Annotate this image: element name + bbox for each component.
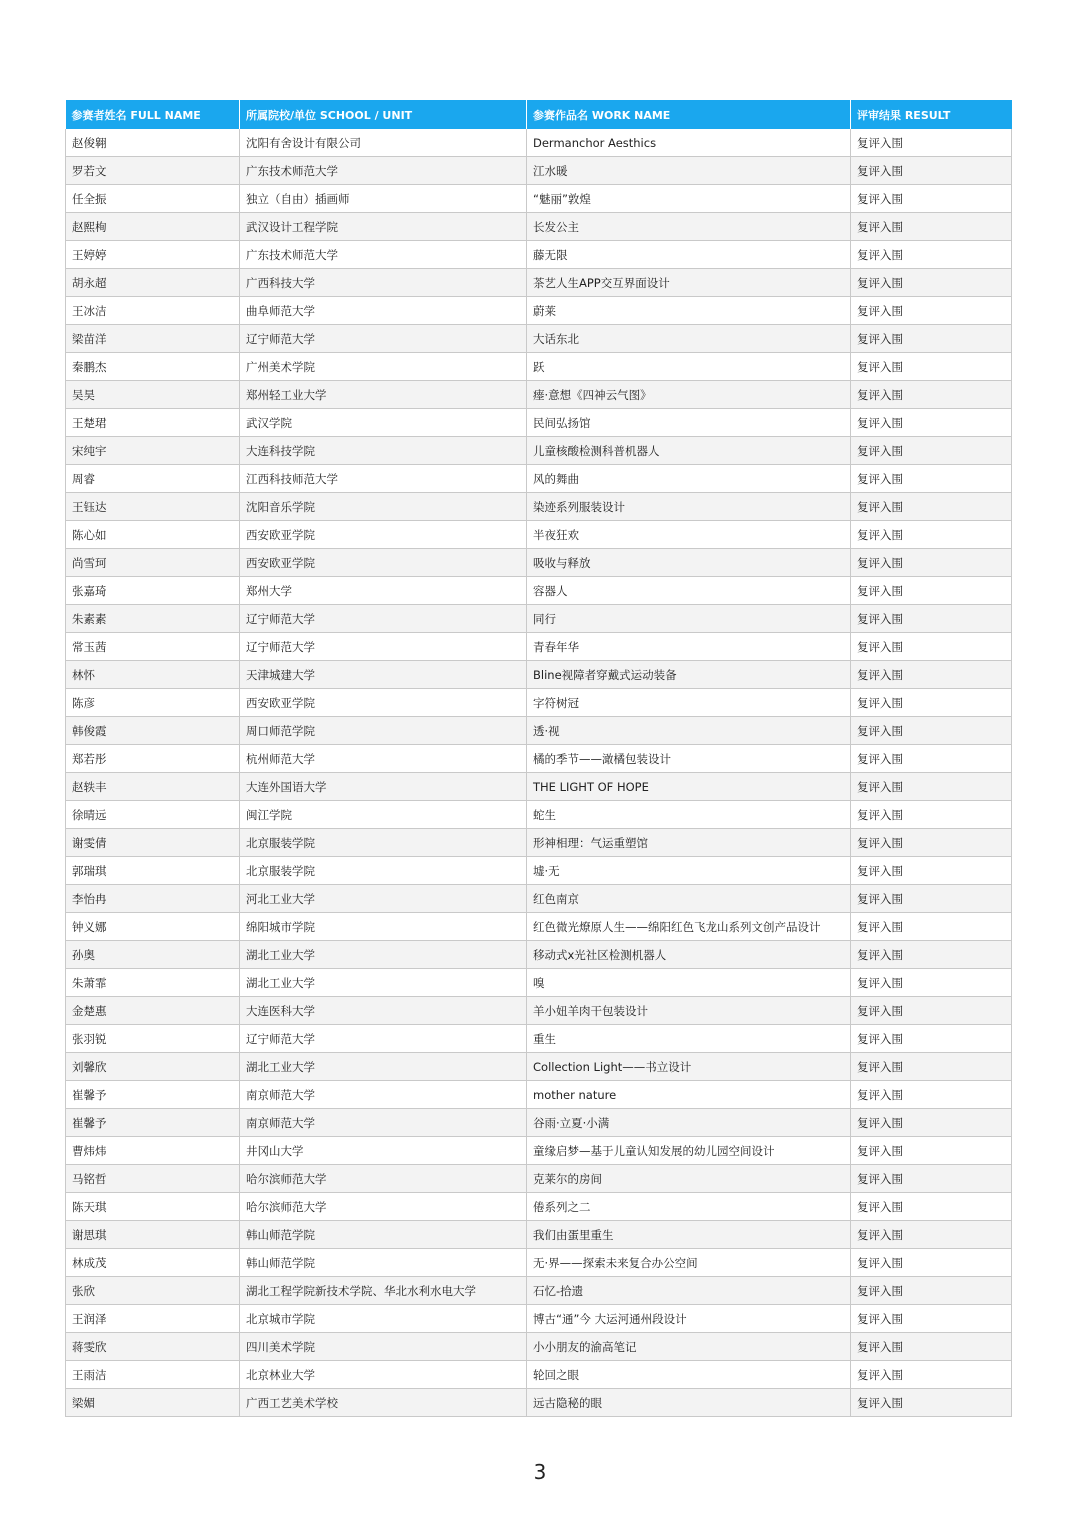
result-cell: 复评入围 — [851, 1249, 1012, 1277]
result-cell: 复评入围 — [851, 661, 1012, 689]
table-row — [66, 605, 1012, 633]
page-number: 3 — [533, 1460, 547, 1484]
result-cell: 复评入围 — [851, 689, 1012, 717]
table-row — [66, 269, 1012, 297]
school-unit-cell: 江西科技师范大学 — [240, 465, 527, 493]
full-name-cell: 刘馨欣 — [66, 1053, 240, 1081]
school-unit-cell: 西安欧亚学院 — [240, 689, 527, 717]
work-name-cell: 青春年华 — [527, 633, 851, 661]
work-name-cell: 红色南京 — [527, 885, 851, 913]
table-row — [66, 969, 1012, 997]
work-name-cell: 移动式x光社区检测机器人 — [527, 941, 851, 969]
table-row — [66, 829, 1012, 857]
work-name-cell: 我们由蛋里重生 — [527, 1221, 851, 1249]
school-unit-cell: 郑州大学 — [240, 577, 527, 605]
school-unit-cell: 湖北工业大学 — [240, 941, 527, 969]
school-unit-cell: 湖北工业大学 — [240, 969, 527, 997]
result-cell: 复评入围 — [851, 1333, 1012, 1361]
school-unit-cell: 哈尔滨师范大学 — [240, 1193, 527, 1221]
work-name-cell: 墟·无 — [527, 857, 851, 885]
result-cell: 复评入围 — [851, 997, 1012, 1025]
work-name-cell: 江水暖 — [527, 157, 851, 185]
full-name-cell: 郑若彤 — [66, 745, 240, 773]
school-unit-cell: 郑州轻工业大学 — [240, 381, 527, 409]
table-row — [66, 941, 1012, 969]
full-name-cell: 曹炜炜 — [66, 1137, 240, 1165]
school-unit-cell: 大连医科大学 — [240, 997, 527, 1025]
full-name-cell: 梁媚 — [66, 1389, 240, 1417]
school-unit-cell: 沈阳有舍设计有限公司 — [240, 129, 527, 157]
table-row — [66, 465, 1012, 493]
table-row — [66, 353, 1012, 381]
table-row — [66, 1137, 1012, 1165]
table-header — [66, 100, 1012, 129]
result-cell: 复评入围 — [851, 941, 1012, 969]
table-row — [66, 1305, 1012, 1333]
school-unit-cell: 辽宁师范大学 — [240, 325, 527, 353]
school-unit-cell: 湖北工程学院新技术学院、华北水利水电大学 — [240, 1277, 527, 1305]
result-cell: 复评入围 — [851, 381, 1012, 409]
full-name-cell: 崔馨予 — [66, 1109, 240, 1137]
full-name-cell: 金楚惠 — [66, 997, 240, 1025]
full-name-cell: 王钰达 — [66, 493, 240, 521]
result-cell: 复评入围 — [851, 857, 1012, 885]
school-unit-cell: 闽江学院 — [240, 801, 527, 829]
table-row — [66, 689, 1012, 717]
table-row — [66, 773, 1012, 801]
school-unit-cell: 曲阜师范大学 — [240, 297, 527, 325]
table-row — [66, 1193, 1012, 1221]
school-unit-cell: 西安欧亚学院 — [240, 549, 527, 577]
result-cell: 复评入围 — [851, 969, 1012, 997]
full-name-cell: 谢思琪 — [66, 1221, 240, 1249]
school-unit-cell: 辽宁师范大学 — [240, 605, 527, 633]
full-name-cell: 郭瑞琪 — [66, 857, 240, 885]
full-name-cell: 赵熙栒 — [66, 213, 240, 241]
table-row — [66, 1221, 1012, 1249]
result-cell: 复评入围 — [851, 1137, 1012, 1165]
work-name-cell: 倦系列之二 — [527, 1193, 851, 1221]
full-name-cell: 王雨洁 — [66, 1361, 240, 1389]
result-cell: 复评入围 — [851, 129, 1012, 157]
work-name-cell: 形神相理：气运重塑馆 — [527, 829, 851, 857]
result-cell: 复评入围 — [851, 801, 1012, 829]
table-row — [66, 325, 1012, 353]
full-name-cell: 赵轶丰 — [66, 773, 240, 801]
work-name-cell: 轮回之眼 — [527, 1361, 851, 1389]
table-row — [66, 1389, 1012, 1417]
full-name-cell: 张羽锐 — [66, 1025, 240, 1053]
result-cell: 复评入围 — [851, 325, 1012, 353]
school-unit-cell: 大连科技学院 — [240, 437, 527, 465]
result-cell: 复评入围 — [851, 885, 1012, 913]
full-name-cell: 任全振 — [66, 185, 240, 213]
result-cell: 复评入围 — [851, 1361, 1012, 1389]
full-name-cell: 林成茂 — [66, 1249, 240, 1277]
table-row — [66, 1053, 1012, 1081]
table-row — [66, 577, 1012, 605]
full-name-cell: 陈心如 — [66, 521, 240, 549]
table-row — [66, 1109, 1012, 1137]
school-unit-cell: 湖北工业大学 — [240, 1053, 527, 1081]
result-cell: 复评入围 — [851, 913, 1012, 941]
full-name-cell: 梁苗洋 — [66, 325, 240, 353]
full-name-cell: 徐晴远 — [66, 801, 240, 829]
result-cell: 复评入围 — [851, 1193, 1012, 1221]
work-name-cell: 红色微光燎原人生——绵阳红色飞龙山系列文创产品设计 — [527, 913, 851, 941]
header-school-unit: 所属院校/单位 SCHOOL / UNIT — [240, 100, 527, 129]
table-row — [66, 521, 1012, 549]
school-unit-cell: 井冈山大学 — [240, 1137, 527, 1165]
work-name-cell: 重生 — [527, 1025, 851, 1053]
school-unit-cell: 辽宁师范大学 — [240, 1025, 527, 1053]
result-cell: 复评入围 — [851, 1053, 1012, 1081]
table-body — [66, 129, 1012, 1417]
result-cell: 复评入围 — [851, 605, 1012, 633]
work-name-cell: 瘗·意想《四神云气图》 — [527, 381, 851, 409]
full-name-cell: 谢雯倩 — [66, 829, 240, 857]
table-row — [66, 297, 1012, 325]
result-cell: 复评入围 — [851, 465, 1012, 493]
school-unit-cell: 韩山师范学院 — [240, 1221, 527, 1249]
full-name-cell: 马铭哲 — [66, 1165, 240, 1193]
results-table — [65, 100, 1012, 1417]
full-name-cell: 秦鹏杰 — [66, 353, 240, 381]
school-unit-cell: 北京林业大学 — [240, 1361, 527, 1389]
work-name-cell: 透·视 — [527, 717, 851, 745]
work-name-cell: 嗅 — [527, 969, 851, 997]
table-row — [66, 1249, 1012, 1277]
table-row — [66, 437, 1012, 465]
work-name-cell: 跃 — [527, 353, 851, 381]
work-name-cell: Dermanchor Aesthics — [527, 129, 851, 157]
work-name-cell: 橘的季节——澉橘包装设计 — [527, 745, 851, 773]
full-name-cell: 林怀 — [66, 661, 240, 689]
school-unit-cell: 绵阳城市学院 — [240, 913, 527, 941]
full-name-cell: 周睿 — [66, 465, 240, 493]
table-row — [66, 1277, 1012, 1305]
work-name-cell: 民间弘扬馆 — [527, 409, 851, 437]
result-cell: 复评入围 — [851, 745, 1012, 773]
full-name-cell: 孙奥 — [66, 941, 240, 969]
result-cell: 复评入围 — [851, 1081, 1012, 1109]
school-unit-cell: 武汉设计工程学院 — [240, 213, 527, 241]
work-name-cell: 蔚莱 — [527, 297, 851, 325]
table-row — [66, 1165, 1012, 1193]
result-cell: 复评入围 — [851, 829, 1012, 857]
table-row — [66, 381, 1012, 409]
result-cell: 复评入围 — [851, 1221, 1012, 1249]
full-name-cell: 常玉茜 — [66, 633, 240, 661]
table-row — [66, 185, 1012, 213]
full-name-cell: 韩俊霞 — [66, 717, 240, 745]
header-work-name: 参赛作品名 WORK NAME — [527, 100, 851, 129]
school-unit-cell: 武汉学院 — [240, 409, 527, 437]
result-cell: 复评入围 — [851, 1389, 1012, 1417]
work-name-cell: 儿童核酸检测科普机器人 — [527, 437, 851, 465]
school-unit-cell: 南京师范大学 — [240, 1109, 527, 1137]
table-row — [66, 745, 1012, 773]
result-cell: 复评入围 — [851, 297, 1012, 325]
result-cell: 复评入围 — [851, 269, 1012, 297]
school-unit-cell: 沈阳音乐学院 — [240, 493, 527, 521]
full-name-cell: 尚雪珂 — [66, 549, 240, 577]
result-cell: 复评入围 — [851, 409, 1012, 437]
full-name-cell: 蒋雯欣 — [66, 1333, 240, 1361]
table-row — [66, 857, 1012, 885]
work-name-cell: 半夜狂欢 — [527, 521, 851, 549]
table-row — [66, 997, 1012, 1025]
school-unit-cell: 天津城建大学 — [240, 661, 527, 689]
result-cell: 复评入围 — [851, 577, 1012, 605]
school-unit-cell: 大连外国语大学 — [240, 773, 527, 801]
work-name-cell: 藤无限 — [527, 241, 851, 269]
work-name-cell: 风的舞曲 — [527, 465, 851, 493]
full-name-cell: 朱萧霏 — [66, 969, 240, 997]
table-row — [66, 661, 1012, 689]
full-name-cell: 赵俊翱 — [66, 129, 240, 157]
work-name-cell: “魅丽”敦煌 — [527, 185, 851, 213]
school-unit-cell: 南京师范大学 — [240, 1081, 527, 1109]
table-row — [66, 157, 1012, 185]
work-name-cell: 蛇生 — [527, 801, 851, 829]
result-cell: 复评入围 — [851, 549, 1012, 577]
school-unit-cell: 独立（自由）插画师 — [240, 185, 527, 213]
result-cell: 复评入围 — [851, 1109, 1012, 1137]
full-name-cell: 罗若文 — [66, 157, 240, 185]
work-name-cell: 字符树冠 — [527, 689, 851, 717]
full-name-cell: 张嘉琦 — [66, 577, 240, 605]
full-name-cell: 张欣 — [66, 1277, 240, 1305]
school-unit-cell: 辽宁师范大学 — [240, 633, 527, 661]
school-unit-cell: 韩山师范学院 — [240, 1249, 527, 1277]
table-row — [66, 493, 1012, 521]
work-name-cell: 染迹系列服装设计 — [527, 493, 851, 521]
work-name-cell: 吸收与释放 — [527, 549, 851, 577]
table-row — [66, 1025, 1012, 1053]
work-name-cell: 博古“通”今 大运河通州段设计 — [527, 1305, 851, 1333]
result-cell: 复评入围 — [851, 521, 1012, 549]
work-name-cell: 石忆-拾遗 — [527, 1277, 851, 1305]
work-name-cell: Bline视障者穿戴式运动装备 — [527, 661, 851, 689]
work-name-cell: 同行 — [527, 605, 851, 633]
full-name-cell: 胡永超 — [66, 269, 240, 297]
table-row — [66, 801, 1012, 829]
work-name-cell: 小小朋友的渝高笔记 — [527, 1333, 851, 1361]
full-name-cell: 李怡冉 — [66, 885, 240, 913]
work-name-cell: 羊小妞羊肉干包装设计 — [527, 997, 851, 1025]
result-cell: 复评入围 — [851, 717, 1012, 745]
header-result: 评审结果 RESULT — [851, 100, 1012, 129]
result-cell: 复评入围 — [851, 185, 1012, 213]
table-row — [66, 213, 1012, 241]
full-name-cell: 钟义娜 — [66, 913, 240, 941]
table-row — [66, 633, 1012, 661]
work-name-cell: 远古隐秘的眼 — [527, 1389, 851, 1417]
work-name-cell: 茶艺人生APP交互界面设计 — [527, 269, 851, 297]
result-cell: 复评入围 — [851, 157, 1012, 185]
work-name-cell: 容器人 — [527, 577, 851, 605]
header-full-name: 参赛者姓名 FULL NAME — [66, 100, 240, 129]
header-row — [66, 100, 1012, 129]
school-unit-cell: 北京城市学院 — [240, 1305, 527, 1333]
result-cell: 复评入围 — [851, 437, 1012, 465]
work-name-cell: 克莱尔的房间 — [527, 1165, 851, 1193]
full-name-cell: 崔馨予 — [66, 1081, 240, 1109]
result-cell: 复评入围 — [851, 213, 1012, 241]
full-name-cell: 王楚珺 — [66, 409, 240, 437]
result-cell: 复评入围 — [851, 1305, 1012, 1333]
table-row — [66, 549, 1012, 577]
full-name-cell: 宋纯宇 — [66, 437, 240, 465]
full-name-cell: 陈天琪 — [66, 1193, 240, 1221]
result-cell: 复评入围 — [851, 1165, 1012, 1193]
work-name-cell: 谷雨·立夏·小满 — [527, 1109, 851, 1137]
full-name-cell: 吴昊 — [66, 381, 240, 409]
full-name-cell: 王润泽 — [66, 1305, 240, 1333]
school-unit-cell: 广西工艺美术学校 — [240, 1389, 527, 1417]
full-name-cell: 王婷婷 — [66, 241, 240, 269]
work-name-cell: 无·界——探索未来复合办公空间 — [527, 1249, 851, 1277]
full-name-cell: 朱素素 — [66, 605, 240, 633]
table-row — [66, 1333, 1012, 1361]
work-name-cell: Collection Light——书立设计 — [527, 1053, 851, 1081]
school-unit-cell: 哈尔滨师范大学 — [240, 1165, 527, 1193]
school-unit-cell: 河北工业大学 — [240, 885, 527, 913]
table-row — [66, 1081, 1012, 1109]
school-unit-cell: 西安欧亚学院 — [240, 521, 527, 549]
result-cell: 复评入围 — [851, 493, 1012, 521]
work-name-cell: 长发公主 — [527, 213, 851, 241]
result-cell: 复评入围 — [851, 773, 1012, 801]
table-row — [66, 717, 1012, 745]
table-row — [66, 241, 1012, 269]
work-name-cell: 大话东北 — [527, 325, 851, 353]
school-unit-cell: 杭州师范大学 — [240, 745, 527, 773]
table-row — [66, 885, 1012, 913]
school-unit-cell: 广州美术学院 — [240, 353, 527, 381]
result-cell: 复评入围 — [851, 1277, 1012, 1305]
table-row — [66, 129, 1012, 157]
table-row — [66, 409, 1012, 437]
full-name-cell: 陈彦 — [66, 689, 240, 717]
school-unit-cell: 北京服装学院 — [240, 829, 527, 857]
table-row — [66, 913, 1012, 941]
school-unit-cell: 周口师范学院 — [240, 717, 527, 745]
table-row — [66, 1361, 1012, 1389]
school-unit-cell: 四川美术学院 — [240, 1333, 527, 1361]
school-unit-cell: 广东技术师范大学 — [240, 241, 527, 269]
school-unit-cell: 广西科技大学 — [240, 269, 527, 297]
result-cell: 复评入围 — [851, 1025, 1012, 1053]
result-cell: 复评入围 — [851, 633, 1012, 661]
school-unit-cell: 广东技术师范大学 — [240, 157, 527, 185]
result-cell: 复评入围 — [851, 241, 1012, 269]
work-name-cell: THE LIGHT OF HOPE — [527, 773, 851, 801]
work-name-cell: mother nature — [527, 1081, 851, 1109]
work-name-cell: 童缘启梦—基于儿童认知发展的幼儿园空间设计 — [527, 1137, 851, 1165]
full-name-cell: 王冰洁 — [66, 297, 240, 325]
result-cell: 复评入围 — [851, 353, 1012, 381]
school-unit-cell: 北京服装学院 — [240, 857, 527, 885]
